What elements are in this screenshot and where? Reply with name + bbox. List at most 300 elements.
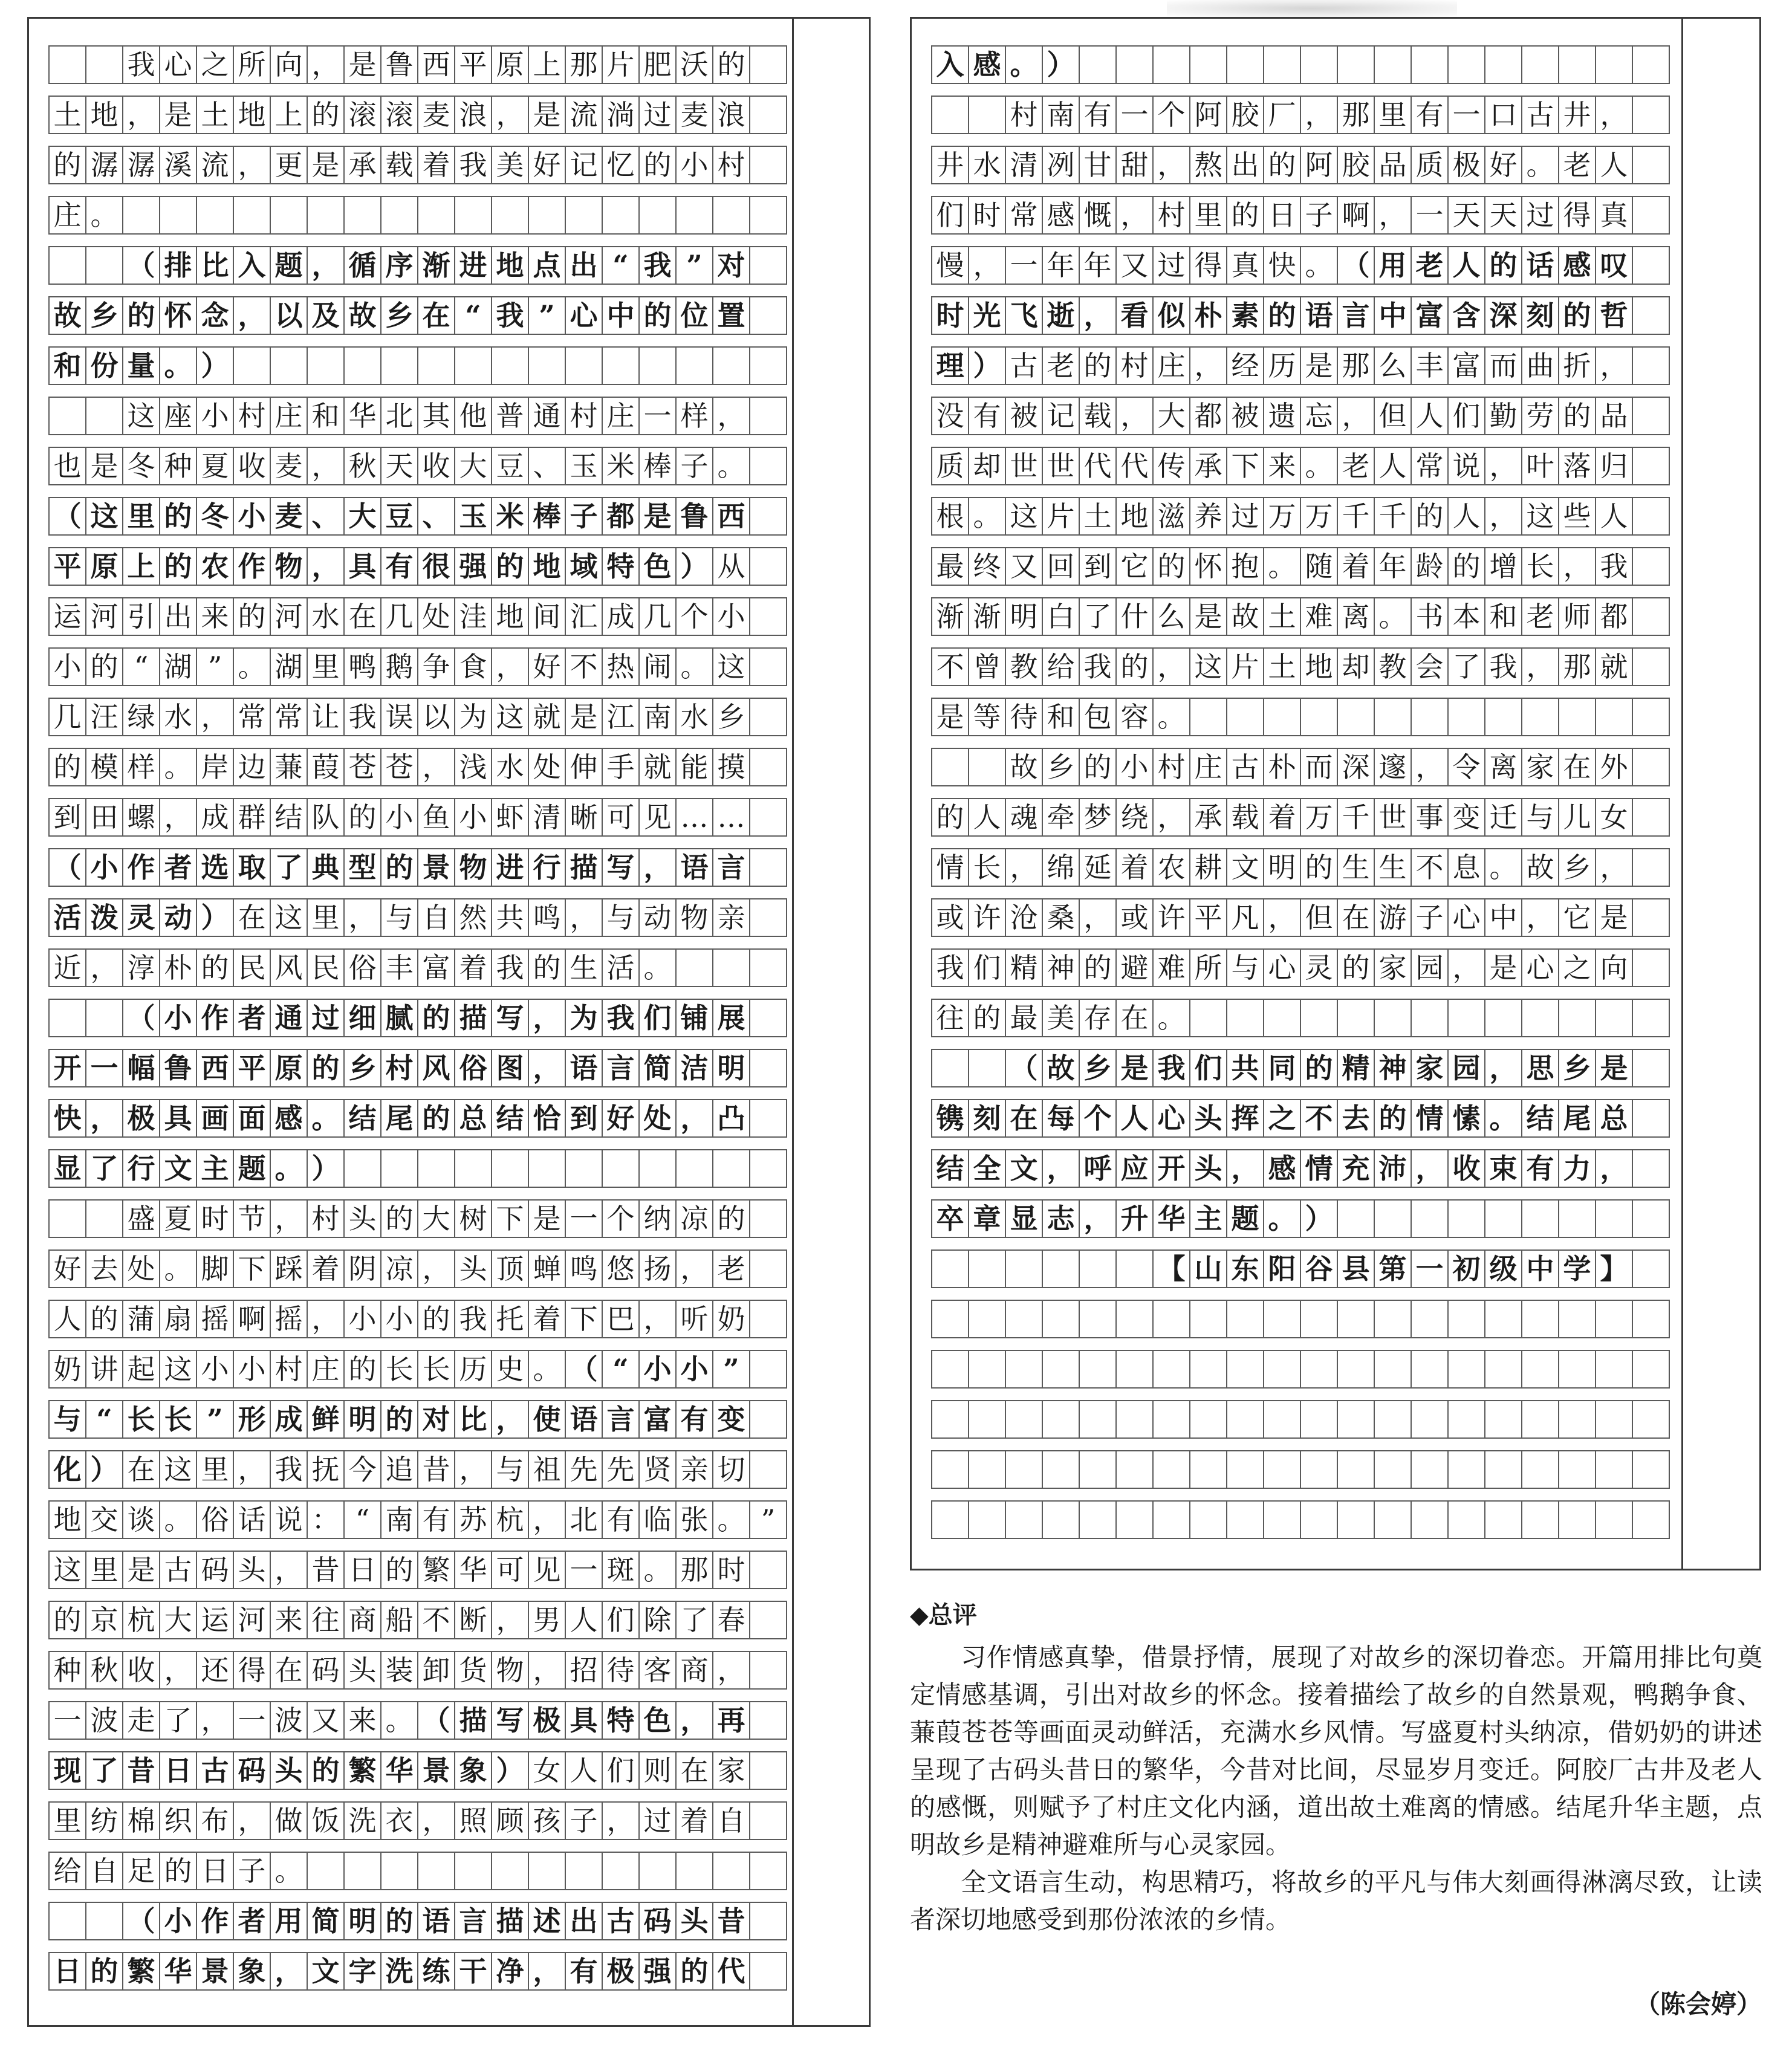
grid-row <box>48 497 786 536</box>
grid-cell: 份 <box>85 346 123 385</box>
grid-cell: 代 <box>1115 447 1154 485</box>
grid-cell: 更 <box>270 146 308 184</box>
grid-cell <box>1632 246 1670 285</box>
grid-cell: 白 <box>1042 597 1080 636</box>
grid-cell: 洗 <box>380 1952 418 1991</box>
grid-cell: 题 <box>270 246 308 285</box>
grid-cell: ， <box>233 296 271 335</box>
grid-cell: 排 <box>159 246 197 285</box>
grid-cell: 纺 <box>85 1801 123 1840</box>
grid-cell: 的 <box>48 748 86 786</box>
grid-cell: 土 <box>48 96 86 134</box>
grid-cell: 码 <box>638 1902 677 1940</box>
grid-cell: 装 <box>380 1651 418 1690</box>
grid-cell <box>712 1852 750 1890</box>
grid-cell: 运 <box>196 1601 234 1639</box>
grid-cell: （ <box>122 1902 160 1940</box>
grid-cell <box>1632 1249 1670 1288</box>
grid-cell: 肥 <box>638 45 677 84</box>
grid-cell: 里 <box>1374 96 1412 134</box>
grid-cell: 女 <box>528 1751 566 1790</box>
grid-cell <box>48 1199 86 1238</box>
grid-cell: ” <box>675 246 713 285</box>
grid-cell: 或 <box>1115 898 1154 937</box>
grid-cell <box>1189 1300 1227 1338</box>
grid-cell: ， <box>638 1300 677 1338</box>
grid-cell <box>1337 1500 1375 1539</box>
grid-cell <box>1632 898 1670 937</box>
grid-cell: 都 <box>602 497 640 536</box>
grid-cell <box>1042 1300 1080 1338</box>
grid-cell: 园 <box>1411 948 1449 987</box>
grid-cell: 。 <box>380 1701 418 1740</box>
grid-cell <box>454 1149 492 1188</box>
grid-cell <box>1521 1350 1559 1389</box>
grid-cell: 升 <box>1115 1199 1154 1238</box>
grid-cell: 。 <box>712 1500 750 1539</box>
grid-cell: 千 <box>1337 798 1375 837</box>
grid-cell <box>1337 1199 1375 1238</box>
grid-cell: 故 <box>48 296 86 335</box>
grid-cell: 典 <box>307 848 345 887</box>
grid-cell: 风 <box>270 948 308 987</box>
grid-cell: 葭 <box>307 748 345 786</box>
grid-row <box>931 397 1669 435</box>
grid-cell: 冬 <box>122 447 160 485</box>
grid-cell <box>968 1300 1006 1338</box>
grid-cell: 开 <box>1152 1149 1190 1188</box>
grid-cell: 、 <box>307 497 345 536</box>
grid-cell <box>1337 1450 1375 1489</box>
grid-cell: 托 <box>491 1300 529 1338</box>
grid-cell: 我 <box>491 296 529 335</box>
grid-cell <box>1115 45 1154 84</box>
grid-cell <box>1263 45 1301 84</box>
grid-cell: 啊 <box>233 1300 271 1338</box>
grid-cell <box>1411 1300 1449 1338</box>
grid-cell: 田 <box>85 798 123 837</box>
grid-cell: 真 <box>1226 246 1264 285</box>
grid-cell: 小 <box>159 1902 197 1940</box>
grid-cell: 村 <box>565 397 603 435</box>
grid-cell: 被 <box>1226 397 1264 435</box>
grid-cell: ， <box>159 1651 197 1690</box>
grid-cell: 愫 <box>1447 1099 1485 1138</box>
margin-rule <box>1681 19 1683 1569</box>
grid-cell: ： <box>307 1500 345 1539</box>
grid-cell: 除 <box>638 1601 677 1639</box>
grid-cell: 量 <box>122 346 160 385</box>
grid-cell: 对 <box>417 1400 455 1439</box>
grid-cell: 变 <box>1447 798 1485 837</box>
grid-cell: 几 <box>48 698 86 736</box>
grid-cell: 章 <box>968 1199 1006 1238</box>
grid-cell: ， <box>233 1801 271 1840</box>
grid-cell: 的 <box>1374 1099 1412 1138</box>
grid-cell: 有 <box>602 1500 640 1539</box>
grid-cell: 小 <box>454 798 492 837</box>
grid-cell: 似 <box>1152 296 1190 335</box>
grid-cell: 一 <box>1411 1249 1449 1288</box>
grid-cell: 最 <box>1005 999 1043 1037</box>
grid-cell: 记 <box>1042 397 1080 435</box>
grid-cell: 言 <box>602 1400 640 1439</box>
grid-cell <box>528 196 566 235</box>
grid-cell: 的 <box>968 999 1006 1037</box>
grid-cell: 特 <box>602 547 640 586</box>
grid-cell: 以 <box>270 296 308 335</box>
grid-cell: 的 <box>931 798 969 837</box>
grid-cell: 。 <box>233 647 271 686</box>
grid-cell <box>1263 1450 1301 1489</box>
grid-cell: 故 <box>1521 848 1559 887</box>
grid-cell <box>931 1350 969 1389</box>
grid-cell <box>565 196 603 235</box>
grid-cell <box>85 246 123 285</box>
grid-cell <box>1411 45 1449 84</box>
grid-cell: ， <box>1189 346 1227 385</box>
grid-cell: 者 <box>159 848 197 887</box>
grid-cell: 结 <box>491 1099 529 1138</box>
grid-row <box>931 597 1669 636</box>
grid-cell <box>307 346 345 385</box>
grid-cell: 勤 <box>1484 397 1522 435</box>
grid-cell <box>1042 1500 1080 1539</box>
grid-cell: 米 <box>602 447 640 485</box>
grid-cell: 叹 <box>1595 246 1633 285</box>
grid-cell: 从 <box>712 547 750 586</box>
grid-cell: ， <box>307 447 345 485</box>
grid-cell: 老 <box>1337 447 1375 485</box>
grid-row <box>48 1249 786 1288</box>
grid-cell: 平 <box>48 547 86 586</box>
grid-cell: 及 <box>307 296 345 335</box>
grid-cell: 我 <box>491 948 529 987</box>
grid-cell: 尾 <box>1558 1099 1596 1138</box>
grid-cell: 亲 <box>675 1450 713 1489</box>
grid-cell: 冽 <box>1042 146 1080 184</box>
grid-cell: 就 <box>528 698 566 736</box>
grid-cell: 人 <box>1447 497 1485 536</box>
grid-cell: 的 <box>380 848 418 887</box>
grid-cell: 的 <box>1558 296 1596 335</box>
grid-row <box>931 999 1669 1037</box>
grid-cell: 结 <box>270 798 308 837</box>
grid-cell: ， <box>1484 497 1522 536</box>
grid-cell: 离 <box>1337 597 1375 636</box>
grid-cell <box>1632 146 1670 184</box>
grid-cell: 有 <box>380 547 418 586</box>
grid-cell <box>749 1801 787 1840</box>
grid-cell <box>270 346 308 385</box>
grid-cell <box>1632 447 1670 485</box>
grid-cell: 的 <box>1079 346 1117 385</box>
grid-cell: 个 <box>1152 96 1190 134</box>
grid-cell <box>749 1701 787 1740</box>
grid-cell: 叶 <box>1521 447 1559 485</box>
grid-cell <box>1226 1300 1264 1338</box>
grid-cell <box>712 346 750 385</box>
grid-cell: 先 <box>602 1450 640 1489</box>
grid-cell: 客 <box>638 1651 677 1690</box>
grid-cell: 足 <box>122 1852 160 1890</box>
grid-cell: 作 <box>196 1902 234 1940</box>
grid-cell: 水 <box>159 698 197 736</box>
grid-cell <box>307 1852 345 1890</box>
grid-cell <box>85 397 123 435</box>
grid-cell: 好 <box>528 647 566 686</box>
grid-cell: 古 <box>1521 96 1559 134</box>
grid-cell: ， <box>1447 948 1485 987</box>
grid-cell: 是 <box>528 96 566 134</box>
grid-cell: 色 <box>638 1701 677 1740</box>
grid-row <box>48 45 786 84</box>
grid-cell: 会 <box>1411 647 1449 686</box>
grid-cell: 中 <box>602 296 640 335</box>
grid-cell: 。 <box>159 1249 197 1288</box>
grid-cell: 世 <box>1042 447 1080 485</box>
grid-cell: 村 <box>1115 346 1154 385</box>
grid-cell: 大 <box>454 447 492 485</box>
grid-cell: 故 <box>1005 748 1043 786</box>
grid-cell: 万 <box>1300 798 1338 837</box>
grid-cell: 为 <box>565 999 603 1037</box>
grid-cell <box>380 196 418 235</box>
grid-cell: 与 <box>491 1450 529 1489</box>
grid-cell: 老 <box>712 1249 750 1288</box>
grid-cell <box>749 1400 787 1439</box>
grid-cell: … <box>675 798 713 837</box>
grid-cell: 小 <box>233 497 271 536</box>
grid-cell: 。 <box>1152 698 1190 736</box>
grid-cell <box>1484 1350 1522 1389</box>
grid-cell <box>1632 547 1670 586</box>
grid-cell <box>1521 45 1559 84</box>
grid-cell: 是 <box>1189 597 1227 636</box>
grid-cell: 置 <box>712 296 750 335</box>
grid-cell: 劳 <box>1521 397 1559 435</box>
grid-cell: 这 <box>48 1551 86 1589</box>
grid-cell: 序 <box>380 246 418 285</box>
grid-cell: 里 <box>307 898 345 937</box>
grid-cell <box>712 948 750 987</box>
grid-row <box>48 1049 786 1087</box>
grid-cell: 富 <box>417 948 455 987</box>
grid-cell: 明 <box>343 1902 381 1940</box>
grid-cell <box>931 96 969 134</box>
grid-cell: 普 <box>491 397 529 435</box>
grid-cell: 心 <box>1152 1099 1190 1138</box>
grid-cell: 成 <box>270 1400 308 1439</box>
grid-cell: 简 <box>307 1902 345 1940</box>
grid-cell: 成 <box>602 597 640 636</box>
grid-cell: ） <box>1042 45 1080 84</box>
grid-row <box>931 1099 1669 1138</box>
grid-cell: 快 <box>48 1099 86 1138</box>
grid-cell <box>749 1099 787 1138</box>
grid-cell: 小 <box>675 1350 713 1389</box>
grid-cell: 幅 <box>122 1049 160 1087</box>
grid-cell <box>1263 1500 1301 1539</box>
grid-cell: 通 <box>270 999 308 1037</box>
grid-cell: ， <box>1300 96 1338 134</box>
grid-cell <box>1300 999 1338 1037</box>
grid-cell: 净 <box>491 1952 529 1991</box>
grid-cell: 有 <box>1411 96 1449 134</box>
grid-cell <box>1226 698 1264 736</box>
grid-cell: 素 <box>1226 296 1264 335</box>
grid-cell: 中 <box>1374 296 1412 335</box>
grid-cell: 感 <box>1042 196 1080 235</box>
grid-cell <box>343 1852 381 1890</box>
grid-cell <box>1595 1400 1633 1439</box>
grid-cell <box>1189 698 1227 736</box>
grid-row <box>48 1450 786 1489</box>
grid-cell: ， <box>1595 1149 1633 1188</box>
grid-cell: 的 <box>1300 1049 1338 1087</box>
grid-cell: 着 <box>528 1300 566 1338</box>
grid-cell: 饭 <box>307 1801 345 1840</box>
grid-cell: 子 <box>1300 196 1338 235</box>
grid-cell: 主 <box>196 1149 234 1188</box>
grid-cell <box>1079 1300 1117 1338</box>
grid-cell: 细 <box>343 999 381 1037</box>
grid-cell: 大 <box>417 1199 455 1238</box>
grid-cell: （ <box>1005 1049 1043 1087</box>
grid-cell: 的 <box>1263 296 1301 335</box>
grid-cell: ， <box>1005 848 1043 887</box>
grid-cell: 过 <box>1226 497 1264 536</box>
grid-cell: 小 <box>638 1350 677 1389</box>
grid-cell: 子 <box>675 447 713 485</box>
grid-cell <box>1632 999 1670 1037</box>
grid-cell: 。 <box>1300 246 1338 285</box>
grid-cell: ， <box>196 698 234 736</box>
grid-cell: 我 <box>1484 647 1522 686</box>
grid-cell: 在 <box>233 898 271 937</box>
grid-cell <box>85 45 123 84</box>
grid-cell <box>1115 1350 1154 1389</box>
grid-cell: 不 <box>1300 1099 1338 1138</box>
grid-cell: 繁 <box>343 1751 381 1790</box>
grid-cell: 庄 <box>1189 748 1227 786</box>
grid-cell: 民 <box>307 948 345 987</box>
grid-cell: 头 <box>675 1902 713 1940</box>
grid-cell: 在 <box>1005 1099 1043 1138</box>
grid-cell: 纳 <box>638 1199 677 1238</box>
grid-cell: 的 <box>380 1902 418 1940</box>
grid-cell: 顾 <box>491 1801 529 1840</box>
grid-cell: 是 <box>122 1551 160 1589</box>
grid-cell: 归 <box>1595 447 1633 485</box>
grid-cell: 动 <box>159 898 197 937</box>
grid-cell: 虾 <box>491 798 529 837</box>
grid-cell: 的 <box>1447 547 1485 586</box>
grid-cell <box>602 1149 640 1188</box>
grid-cell: 头 <box>343 1651 381 1690</box>
grid-cell: 在 <box>417 296 455 335</box>
grid-cell: 井 <box>931 146 969 184</box>
grid-cell: 又 <box>1005 547 1043 586</box>
grid-row <box>48 96 786 134</box>
grid-cell: 老 <box>1521 597 1559 636</box>
grid-cell: ， <box>1374 196 1412 235</box>
grid-cell: 小 <box>159 999 197 1037</box>
grid-cell: 是 <box>1595 898 1633 937</box>
grid-cell: 物 <box>270 547 308 586</box>
grid-cell: 史 <box>491 1350 529 1389</box>
grid-cell: 凉 <box>380 1249 418 1288</box>
grid-cell: 它 <box>1558 898 1596 937</box>
grid-cell: ， <box>454 1450 492 1489</box>
grid-cell <box>1374 1450 1412 1489</box>
grid-cell: ） <box>196 346 234 385</box>
grid-cell: 不 <box>565 647 603 686</box>
grid-cell: 悠 <box>602 1249 640 1288</box>
grid-cell: ， <box>528 1952 566 1991</box>
grid-cell <box>1447 1300 1485 1338</box>
grid-cell: 者 <box>233 999 271 1037</box>
grid-cell <box>749 848 787 887</box>
grid-cell: 邃 <box>1374 748 1412 786</box>
grid-cell <box>1558 698 1596 736</box>
grid-cell: 到 <box>565 1099 603 1138</box>
grid-cell: 教 <box>1005 647 1043 686</box>
grid-cell: 语 <box>565 1049 603 1087</box>
grid-row <box>931 447 1669 485</box>
grid-cell: 杭 <box>491 1500 529 1539</box>
grid-cell: … <box>712 798 750 837</box>
grid-cell: 。 <box>159 1500 197 1539</box>
grid-cell <box>1115 1249 1154 1288</box>
grid-cell: 里 <box>48 1801 86 1840</box>
grid-cell: 在 <box>343 597 381 636</box>
grid-cell <box>1226 999 1264 1037</box>
grid-cell: 图 <box>491 1049 529 1087</box>
grid-cell: 牵 <box>1042 798 1080 837</box>
grid-row <box>48 698 786 736</box>
grid-cell <box>749 1952 787 1991</box>
grid-cell: 字 <box>343 1952 381 1991</box>
grid-cell: ， <box>528 1651 566 1690</box>
grid-cell: 但 <box>1300 898 1338 937</box>
grid-cell: 是 <box>565 698 603 736</box>
grid-cell <box>749 948 787 987</box>
grid-cell: ， <box>712 397 750 435</box>
grid-cell <box>749 1852 787 1890</box>
grid-cell <box>233 196 271 235</box>
grid-cell: 阿 <box>1189 96 1227 134</box>
grid-cell: 乡 <box>343 1049 381 1087</box>
grid-cell: 庄 <box>602 397 640 435</box>
grid-cell: 却 <box>968 447 1006 485</box>
grid-cell: ， <box>343 898 381 937</box>
grid-cell: 的 <box>343 1350 381 1389</box>
grid-cell: 树 <box>454 1199 492 1238</box>
grid-cell: 折 <box>1558 346 1596 385</box>
grid-cell: 理 <box>931 346 969 385</box>
grid-cell: 的 <box>491 547 529 586</box>
grid-cell <box>528 1149 566 1188</box>
grid-cell: 走 <box>122 1701 160 1740</box>
grid-cell: 们 <box>602 1601 640 1639</box>
grid-cell <box>675 948 713 987</box>
grid-cell: 村 <box>307 1199 345 1238</box>
grid-cell <box>749 1902 787 1940</box>
grid-cell: 入 <box>931 45 969 84</box>
grid-cell <box>1595 698 1633 736</box>
grid-cell <box>1115 1500 1154 1539</box>
